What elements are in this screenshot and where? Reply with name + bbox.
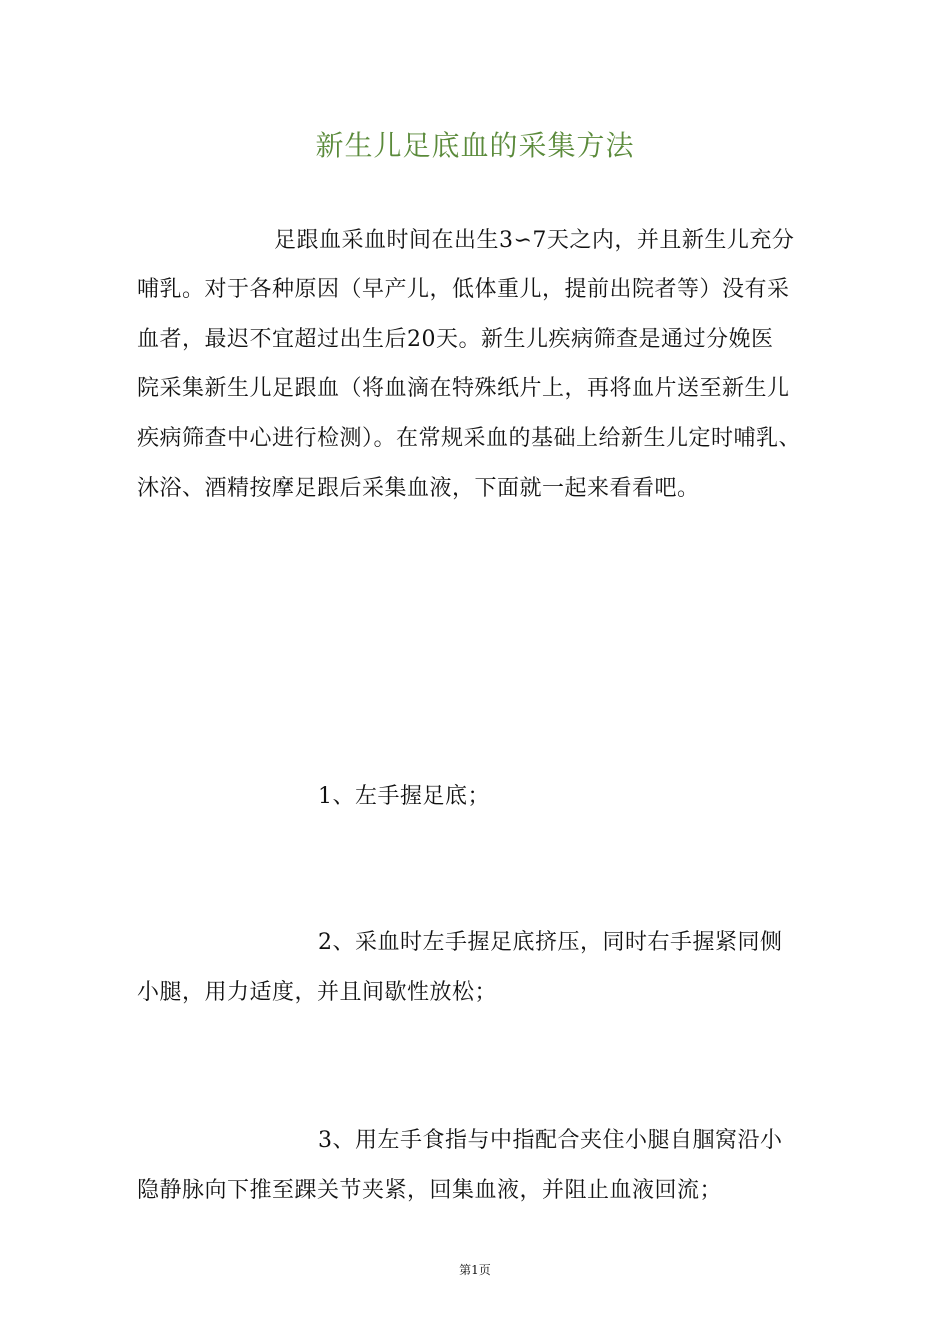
paragraph-line: 哺乳。对于各种原因（早产儿，低体重儿，提前出院者等）没有采: [137, 277, 790, 302]
step-line: 2、采血时左手握足底挤压，同时右手握紧同侧: [318, 930, 783, 955]
document-title: 新生儿足底血的采集方法: [315, 129, 635, 162]
paragraph-line: 沐浴、酒精按摩足跟后采集血液，下面就一起来看看吧。: [137, 476, 700, 501]
paragraph-line: 疾病筛查中心进行检测）。在常规采血的基础上给新生儿定时哺乳、: [137, 426, 802, 451]
paragraph-line: 血者，最迟不宜超过出生后20天。新生儿疾病筛查是通过分娩医: [137, 327, 774, 352]
step-line: 3、用左手食指与中指配合夹住小腿自腘窝沿小: [318, 1128, 783, 1153]
step-line: 隐静脉向下推至踝关节夹紧，回集血液，并阻止血液回流；: [137, 1178, 723, 1203]
step-line: 小腿，用力适度，并且间歇性放松；: [137, 980, 498, 1005]
paragraph-line: 足跟血采血时间在出生3∽7天之内，并且新生儿充分: [274, 228, 795, 253]
step-line: 1、左手握足底；: [318, 784, 490, 809]
paragraph-line: 院采集新生儿足跟血（将血滴在特殊纸片上，再将血片送至新生儿: [137, 376, 790, 401]
page-number: 第1页: [459, 1263, 491, 1277]
